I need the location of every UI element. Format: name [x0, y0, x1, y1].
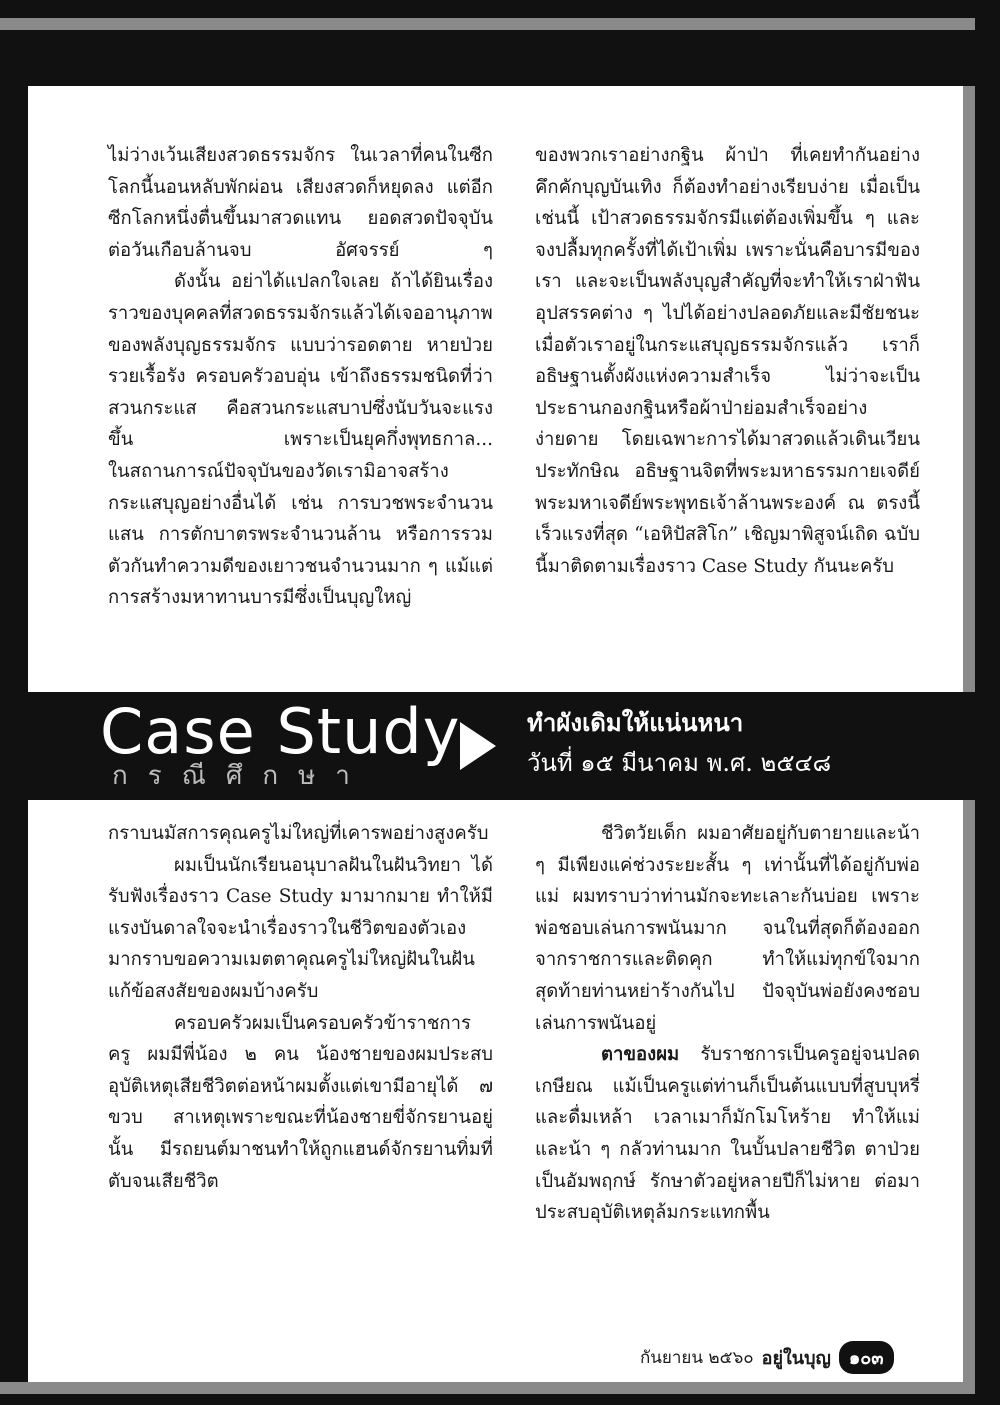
play-arrow-icon [460, 722, 496, 770]
page-number: ๑๐๓ [839, 1341, 894, 1374]
side-accent-top [963, 86, 975, 692]
paragraph: ของพวกเราอย่างกฐิน ผ้าป่า ที่เคยทำกันอย่างคึกคักบุญบันเทิง ก็ต้องทำอย่างเรียบง่าย เมื่อเป็นเช่นนี้ เป้าสวดธรรมจักรมีแต่ต้องเพิ่มขึ้น ๆ และจงปลื้มทุกครั้งที่ได้เป้าเพิ่ม เพราะนั่นคือบารมีของเรา และจะเป็นพลังบุญสำคัญที่จะทำให้เราฝ่าฟันอุปสรรคต่าง ๆ ไปได้อย่างปลอดภัยและมีชัยชนะ เมื่อตัวเราอยู่ในกระแสบุญธรรมจักรแล้ว เราก็อธิษฐานตั้งผังแห่งความสำเร็จ ไม่ว่าจะเป็นประธานกองกฐินหรือผ้าป่าย่อมสำเร็จอย่างง่ายดาย โดยเฉพาะการได้มาสวดแล้วเดินเวียนประทักษิณ อธิษฐานจิตที่พระมหาธรรมกายเจดีย์ พระมหาเจดีย์พระพุทธเจ้าล้านพระองค์ ณ ตรงนี้เร็วแรงที่สุด “เอหิปัสสิโก” เชิญมาพิสูจน์เถิด ฉบับนี้มาติดตามเรื่องราว Case Study กันนะครับ [535, 145, 920, 577]
top-right-column [535, 140, 920, 582]
paragraph [535, 1039, 920, 1229]
issue-date: กันยายน ๒๕๖๐ [640, 1347, 754, 1368]
section-subtitle: กรณีศึกษา [112, 761, 370, 791]
story-title: ทำผังเดิมให้แน่นหนา [527, 708, 744, 737]
paragraph: กราบนมัสการคุณครูไม่ใหญ่ที่เคารพอย่างสูงครับ [108, 823, 489, 844]
paragraph: ในสถานการณ์ปัจจุบันของวัดเรามิอาจสร้างกระแสบุญอย่างอื่นได้ เช่น การบวชพระจำนวนแสน การตักบาตรพระจำนวนล้าน หรือการรวมตัวกันทำความดีของเยาวชนจำนวนมาก ๆ แม้แต่การสร้างมหาทานบารมีซึ่งเป็นบุญใหญ่ [108, 460, 493, 609]
paragraph-text: รับราชการเป็นครูอยู่จนปลดเกษียณ แม้เป็นครูแต่ท่านก็เป็นต้นแบบที่สูบบุหรี่และดื่มเหล้า เวลาเมาก็มักโมโหร้าย ทำให้แม่และน้า ๆ กลัวท่านมาก ในบั้นปลายชีวิต ตาป่วยเป็นอัมพฤกษ์ รักษาตัวอยู่หลายปีก็ไม่หาย ต่อมาประสบอุบัติเหตุล้มกระแทกพื้น [535, 1044, 920, 1224]
magazine-name: อยู่ในบุญ [761, 1347, 831, 1369]
page-footer [640, 1342, 894, 1372]
bottom-border-band [0, 1382, 975, 1394]
bottom-right-column [535, 818, 920, 1229]
paragraph: ไม่ว่างเว้นเสียงสวดธรรมจักร ในเวลาที่คนในซีกโลกนี้นอนหลับพักผ่อน เสียงสวดก็หยุดลง แต่อีกซีกโลกหนึ่งตื่นขึ้นมาสวดแทน ยอดสวดปัจจุบันต่อวันเกือบล้านจบ อัศจรรย์ ๆ [108, 145, 493, 261]
story-date: วันที่ ๑๕ มีนาคม พ.ศ. ๒๕๔๘ [527, 749, 832, 777]
top-left-column [108, 140, 493, 614]
paragraph: ชีวิตวัยเด็ก ผมอาศัยอยู่กับตายายและน้า ๆ มีเพียงแค่ช่วงระยะสั้น ๆ เท่านั้นที่ได้อยู่กับพ่อแม่ ผมทราบว่าท่านมักจะทะเลาะกันบ่อย เพราะพ่อชอบเล่นการพนันมาก จนในที่สุดก็ต้องออกจากราชการและติดคุก ทำให้แม่ทุกข์ใจมาก สุดท้ายท่านหย่าร้างกันไป ปัจจุบันพ่อยังคงชอบเล่นการพนันอยู่ [535, 823, 920, 1034]
bottom-left-column [108, 818, 493, 1197]
bold-lead: ตาของผม [601, 1044, 680, 1066]
paragraph: ผมเป็นนักเรียนอนุบาลฝันในฝันวิทยา ได้รับฟังเรื่องราว Case Study มามากมาย ทำให้มีแรงบันดาลใจจะนำเรื่องราวในชีวิตของตัวเองมากราบขอความเมตตาคุณครูไม่ใหญ่ฝันในฝันแก้ข้อสงสัยของผมบ้างครับ [108, 854, 493, 1002]
top-border-band [0, 18, 975, 30]
paragraph: ครอบครัวผมเป็นครอบครัวข้าราชการครู ผมมีพี่น้อง ๒ คน น้องชายของผมประสบอุบัติเหตุเสียชีวิตต่อหน้าผมตั้งแต่เขามีอายุได้ ๗ ขวบ สาเหตุเพราะขณะที่น้องชายขี่จักรยานอยู่นั้น มีรถยนต์มาชนทำให้ถูกแฮนด์จักรยานทิ่มที่ตับจนเสียชีวิต [108, 1012, 493, 1192]
side-accent-bottom [963, 800, 975, 1382]
section-title: Case Study [100, 695, 461, 768]
paragraph: ดังนั้น อย่าได้แปลกใจเลย ถ้าได้ยินเรื่องราวของบุคคลที่สวดธรรมจักรแล้วได้เจออานุภาพของพลังบุญธรรมจักร แบบว่ารอดตาย หายป่วย รวยเรื้อรัง ครอบครัวอบอุ่น เข้าถึงธรรมชนิดที่ว่าสวนกระแส คือสวนกระแสบาปซึ่งนับวันจะแรงขึ้น เพราะเป็นยุคกึ่งพุทธกาล... [108, 271, 493, 451]
